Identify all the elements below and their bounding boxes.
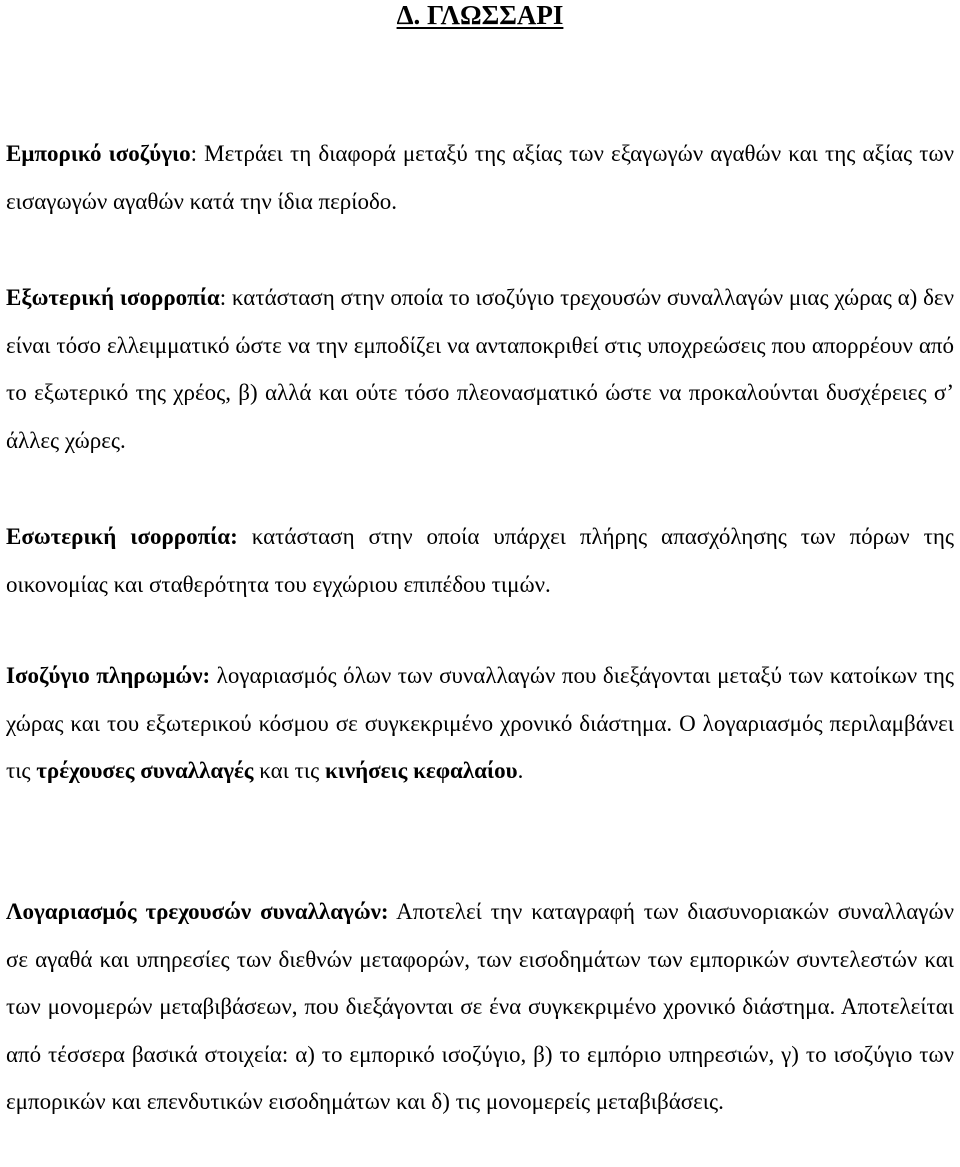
entry-definition: κατάσταση στην οποία υπάρχει πλήρης απασχόλησης των πόρων της οικονομίας και σταθερότητα του εγχώριου επιπέδου τιμών.: [6, 524, 954, 597]
glossary-entry-balance-of-payments: [6, 652, 954, 795]
entry-definition-cont: και τις: [253, 758, 325, 784]
glossary-entry-trade-balance: [6, 130, 954, 225]
glossary-entry-internal-balance: [6, 513, 954, 608]
entry-definition: λογαριασμός όλων των συναλλαγών που διεξάγονται μεταξύ των κατοίκων της χώρας και του εξωτερικού κόσμου σε συγκεκριμένο χρονικό διάστημα. Ο λογαριασμός περιλαμβάνει τις: [6, 663, 954, 784]
glossary-page: [6, 0, 954, 1115]
glossary-heading: Δ. ΓΛΩΣΣΑΡΙ: [396, 0, 564, 30]
entry-emphasis: τρέχουσες συναλλαγές: [36, 758, 254, 784]
entry-emphasis: κινήσεις κεφαλαίου: [324, 758, 518, 784]
entry-term: Λογαριασμός τρεχουσών συναλλαγών:: [6, 899, 389, 924]
entry-term: Ισοζύγιο πληρωμών:: [6, 663, 211, 688]
entry-term: Εξωτερική ισορροπία: [6, 285, 220, 310]
entry-separator: :: [190, 141, 198, 166]
entry-term: Εμπορικό ισοζύγιο: [6, 141, 191, 166]
glossary-entry-external-balance: [6, 274, 954, 464]
entry-definition: Αποτελεί την καταγραφή των διασυνοριακών συναλλαγών σε αγαθά και υπηρεσίες των διεθνών μεταφορών, των εισοδημάτων των εμπορικών συντελεστών και των μονομερών μεταβιβάσεων, που διεξάγονται σε ένα συγκεκριμένο χρονικό διάστημα. Αποτελείται από τέσσερα βασικά στοιχεία: α) το εμπορικό ισοζύγιο, β) το εμπόριο υπηρεσιών, γ) το ισοζύγιο των εμπορικών και επενδυτικών εισοδημάτων και δ) τις μονομερείς μεταβιβάσεις.: [6, 899, 954, 1115]
entry-term: Εσωτερική ισορροπία:: [6, 524, 238, 549]
entry-definition-end: .: [517, 758, 524, 784]
entry-definition: Μετράει τη διαφορά μεταξύ της αξίας των εξαγωγών αγαθών και της αξίας των εισαγωγών αγαθών κατά την ίδια περίοδο.: [6, 141, 954, 214]
entry-separator: :: [219, 285, 227, 310]
glossary-entry-current-account: [6, 888, 954, 1126]
entry-definition: κατάσταση στην οποία το ισοζύγιο τρεχουσών συναλλαγών μιας χώρας α) δεν είναι τόσο ελλειμματικό ώστε να την εμποδίζει να ανταποκριθεί στις υποχρεώσεις που απορρέουν από το εξωτερικό της χρέος, β) αλλά και ούτε τόσο πλεονασματικό ώστε να προκαλούνται δυσχέρειες σ’ άλλες χώρες.: [6, 285, 954, 453]
